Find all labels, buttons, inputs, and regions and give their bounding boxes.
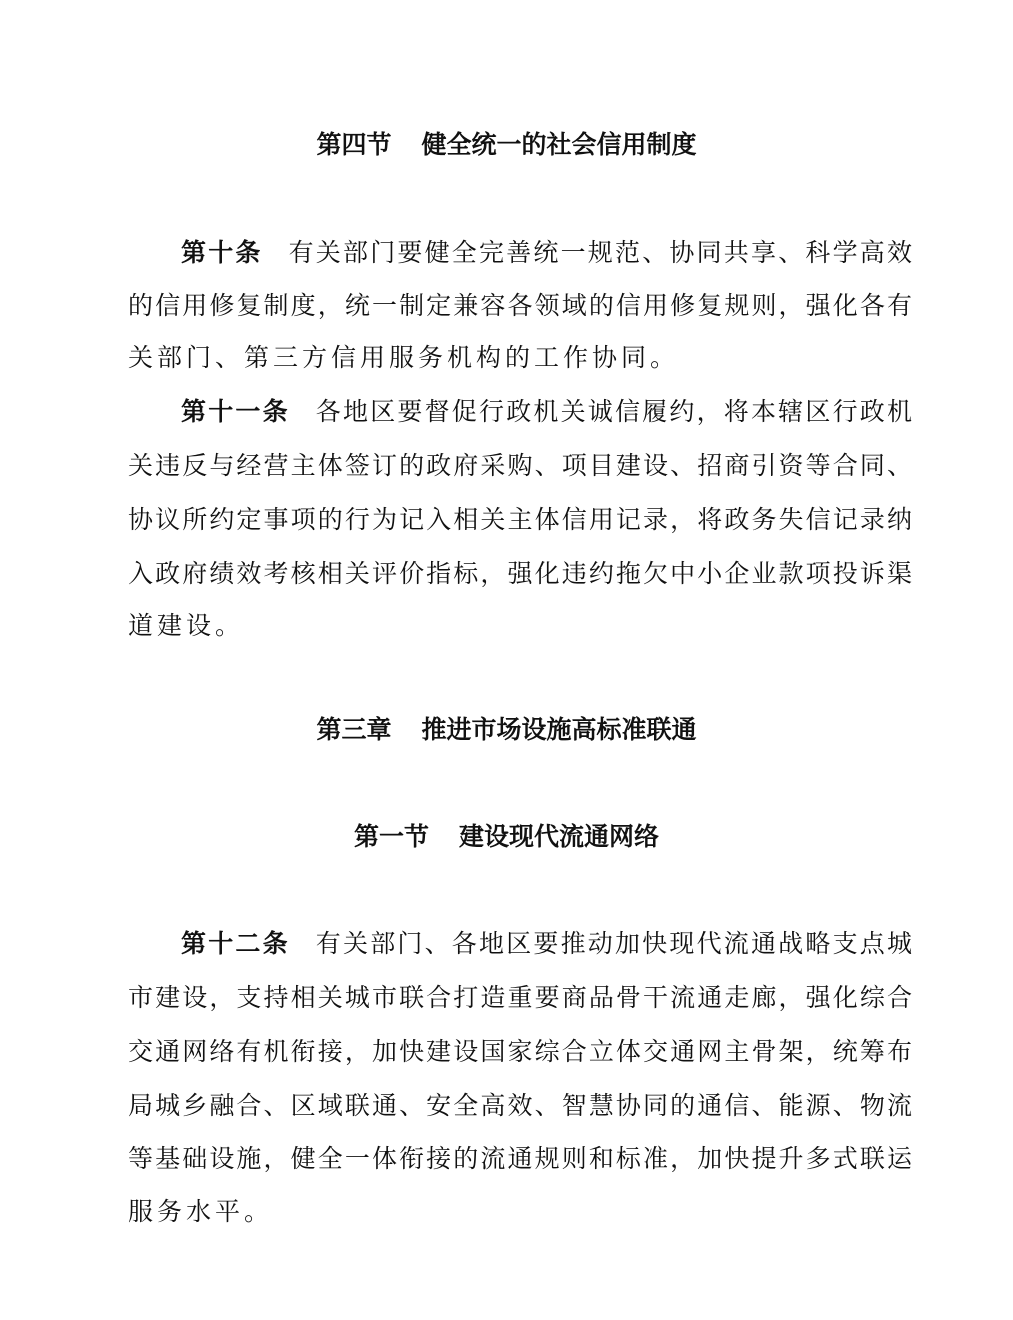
article-12-title: 第十二条 bbox=[181, 929, 290, 958]
article-12-line-5: 等基础设施，健全一体衔接的流通规则和标准，加快提升多式联运 bbox=[128, 1144, 912, 1173]
section-number: 第一节 bbox=[353, 822, 429, 851]
article-12-line-3: 交通网络有机衔接，加快建设国家综合立体交通网主骨架，统筹布 bbox=[128, 1037, 912, 1066]
section-heading-4 bbox=[0, 128, 1013, 162]
article-11-title: 第十一条 bbox=[181, 397, 290, 426]
article-10-line-2: 的信用修复制度，统一制定兼容各领域的信用修复规则，强化各有 bbox=[128, 291, 912, 320]
article-text: 各地区要督促行政机关诚信履约，将本辖区行政机 bbox=[315, 397, 912, 426]
article-11-line-2: 关违反与经营主体签订的政府采购、项目建设、招商引资等合同、 bbox=[128, 451, 912, 480]
article-12-line-6: 服务水平。 bbox=[128, 1197, 274, 1226]
article-10-title: 第十条 bbox=[181, 238, 263, 267]
article-10-line-1 bbox=[181, 236, 912, 270]
section-name: 健全统一的社会信用制度 bbox=[421, 130, 697, 159]
article-11-line-4: 入政府绩效考核相关评价指标，强化违约拖欠中小企业款项投诉渠 bbox=[128, 559, 912, 588]
article-12-line-2: 市建设，支持相关城市联合打造重要商品骨干流通走廊，强化综合 bbox=[128, 983, 912, 1012]
article-11-line-1 bbox=[181, 395, 912, 429]
article-text: 有关部门、各地区要推动加快现代流通战略支点城 bbox=[315, 929, 912, 958]
chapter-name: 推进市场设施高标准联通 bbox=[421, 715, 697, 744]
section-name: 建设现代流通网络 bbox=[459, 822, 660, 851]
article-11-line-5: 道建设。 bbox=[128, 611, 245, 640]
article-text: 有关部门要健全完善统一规范、协同共享、科学高效 bbox=[288, 238, 912, 267]
article-10-line-3: 关部门、第三方信用服务机构的工作协同。 bbox=[128, 343, 680, 372]
article-11-line-3: 协议所约定事项的行为记入相关主体信用记录，将政务失信记录纳 bbox=[128, 505, 912, 534]
article-12-line-4: 局城乡融合、区域联通、安全高效、智慧协同的通信、能源、物流 bbox=[128, 1091, 912, 1120]
section-heading-1 bbox=[0, 820, 1013, 854]
chapter-heading-3 bbox=[0, 713, 1013, 747]
section-number: 第四节 bbox=[316, 130, 392, 159]
chapter-number: 第三章 bbox=[316, 715, 392, 744]
article-12-line-1 bbox=[181, 927, 912, 961]
